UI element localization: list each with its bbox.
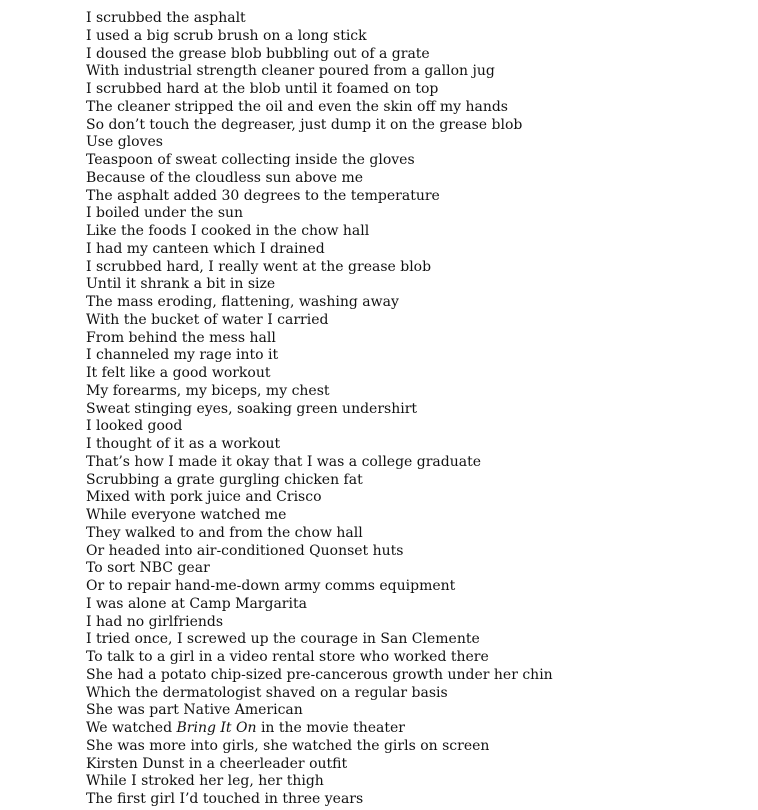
poem-line: With industrial strength cleaner poured from a gallon jug — [86, 63, 495, 80]
poem-line: With the bucket of water I carried — [86, 311, 329, 328]
poem-line-movie-title — [86, 720, 553, 738]
poem-line: Kirsten Dunst in a cheerleader outfit — [86, 755, 348, 772]
poem-line: My forearms, my biceps, my chest — [86, 382, 330, 399]
poem-line: Teaspoon of sweat collecting inside the gloves — [86, 152, 415, 168]
poem-line: Because of the cloudless sun above me — [86, 169, 364, 186]
poem-line: While I stroked her leg, her thigh — [86, 773, 324, 790]
poem-line: I tried once, I screwed up the courage in San Clemente — [86, 631, 480, 648]
poem-line: I scrubbed hard at the blob until it foamed on top — [86, 81, 439, 97]
poem-line: They walked to and from the chow hall — [86, 524, 363, 541]
poem-line: Use gloves — [86, 134, 163, 151]
poem-line: I looked good — [86, 418, 183, 435]
poem-line: Or to repair hand-me-down army comms equipment — [86, 578, 456, 594]
poem-line: Which the dermatologist shaved on a regular basis — [86, 684, 448, 701]
poem-line: To sort NBC gear — [86, 560, 210, 577]
poem-line: She was more into girls, she watched the girls on screen — [86, 737, 490, 754]
poem-text — [86, 10, 553, 809]
poem-line: I had my canteen which I drained — [86, 240, 325, 257]
poem-line: I doused the grease blob bubbling out of a grate — [86, 45, 430, 62]
poem-line: The mass eroding, flattening, washing away — [86, 294, 399, 310]
poem-line: It felt like a good workout — [86, 365, 271, 381]
poem-line: Or headed into air-conditioned Quonset huts — [86, 542, 404, 559]
poem-line: I scrubbed hard, I really went at the grease blob — [86, 258, 432, 275]
poem-line: She was part Native American — [86, 702, 303, 719]
poem-line: I was alone at Camp Margarita — [86, 595, 307, 612]
poem-line: That’s how I made it okay that I was a college graduate — [86, 453, 482, 470]
poem-line: Like the foods I cooked in the chow hall — [86, 223, 370, 239]
poem-line: I had no girlfriends — [86, 613, 224, 630]
poem-line: Scrubbing a grate gurgling chicken fat — [86, 471, 363, 488]
poem-line: She had a potato chip-sized pre-cancerous growth under her chin — [86, 666, 553, 683]
poem-line: The cleaner stripped the oil and even the skin off my hands — [86, 98, 508, 115]
poem-line: I channeled my rage into it — [86, 347, 279, 364]
poem-line-after: in the movie theater — [256, 720, 405, 736]
poem-line: I thought of it as a workout — [86, 436, 281, 452]
poem-line: I boiled under the sun — [86, 205, 244, 222]
poem-line: To talk to a girl in a video rental store who worked there — [86, 649, 489, 665]
poem-line: The first girl I’d touched in three years — [86, 791, 364, 807]
poem-line: So don’t touch the degreaser, just dump it on the grease blob — [86, 116, 523, 133]
movie-title-italic: Bring It On — [176, 720, 257, 736]
poem-line: From behind the mess hall — [86, 329, 276, 346]
poem-line: While everyone watched me — [86, 507, 287, 523]
poem-line: I scrubbed the asphalt — [86, 10, 246, 26]
poem-line: The asphalt added 30 degrees to the temperature — [86, 187, 440, 204]
poem-line: Sweat stinging eyes, soaking green undershirt — [86, 400, 418, 417]
poem-line-before: We watched — [86, 720, 177, 736]
poem-line: Mixed with pork juice and Crisco — [86, 489, 322, 506]
poem-line: I used a big scrub brush on a long stick — [86, 27, 367, 44]
poem-line: Until it shrank a bit in size — [86, 276, 276, 293]
